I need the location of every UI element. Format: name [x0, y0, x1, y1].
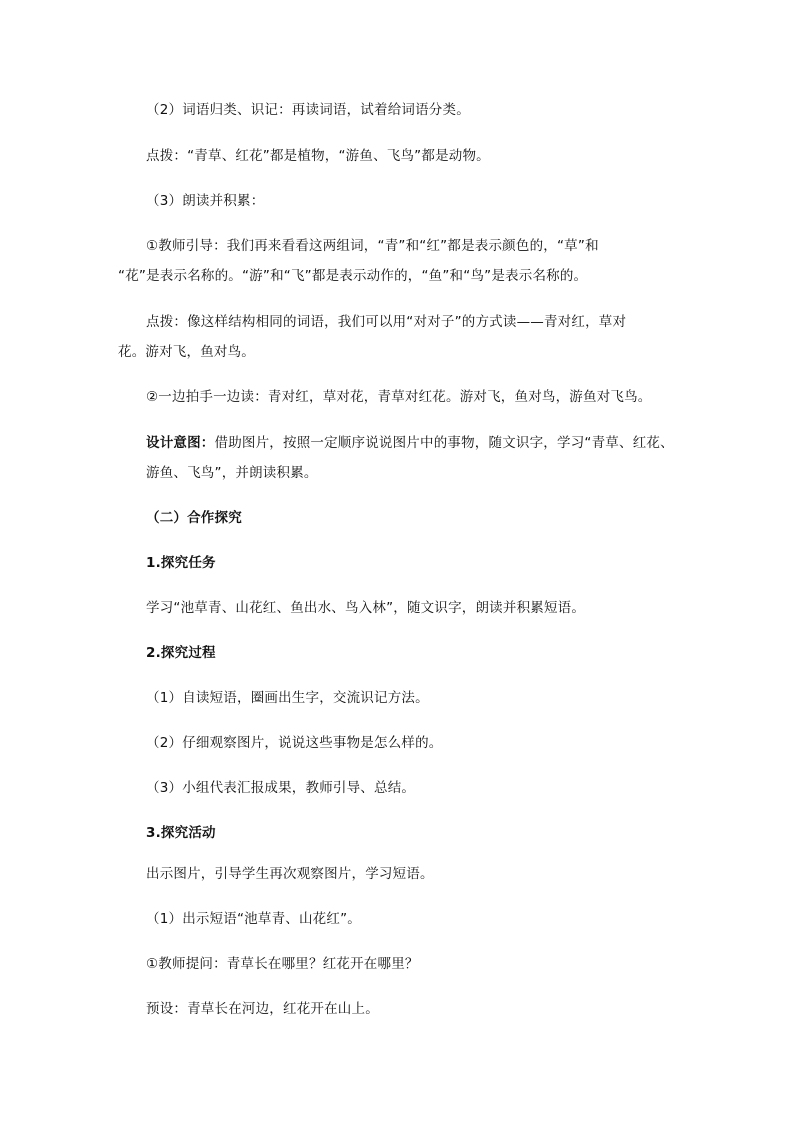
design-intent-label: 设计意图：: [146, 435, 215, 451]
text-line: 学习“池草青、山花红、鱼出水、鸟入林”，随文识字，朗读并积累短语。: [146, 600, 586, 616]
text-line: 游鱼、飞鸟”，并朗读积累。: [146, 465, 318, 481]
text-line: 点拨：“青草、红花”都是植物，“游鱼、飞鸟”都是动物。: [146, 148, 490, 164]
text-line: ②一边拍手一边读：青对红，草对花，青草对红花。游对飞，鱼对鸟，游鱼对飞鸟。: [146, 389, 652, 405]
text-line: （2）仔细观察图片，说说这些事物是怎么样的。: [146, 735, 443, 751]
text-line: 预设：青草长在河边，红花开在山上。: [146, 1001, 379, 1017]
design-intent-line: [146, 433, 674, 453]
text-line: “花”是表示名称的。“游”和“飞”都是表示动作的，“鱼”和“鸟”是表示名称的。: [118, 268, 588, 284]
section-heading: （二）合作探究: [146, 510, 242, 526]
subsection-heading: 2.探究过程: [146, 645, 216, 661]
text-line: 出示图片，引导学生再次观察图片，学习短语。: [146, 866, 434, 882]
text-line: （1）自读短语，圈画出生字，交流识记方法。: [146, 690, 429, 706]
text-line: 点拨：像这样结构相同的词语，我们可以用“对对子”的方式读——青对红，草对: [146, 314, 627, 330]
subsection-heading: 3.探究活动: [146, 825, 216, 841]
subsection-heading: 1.探究任务: [146, 555, 216, 571]
text-line: （1）出示短语“池草青、山花红”。: [146, 911, 361, 927]
text-line: ①教师提问：青草长在哪里？红花开在哪里？: [146, 956, 419, 972]
text-line: 花。游对飞，鱼对鸟。: [118, 344, 255, 360]
text-line: （3）朗读并积累：: [146, 193, 265, 209]
text-line: （2）词语归类、识记：再读词语，试着给词语分类。: [146, 102, 470, 118]
design-intent-text: 借助图片，按照一定顺序说说图片中的事物，随文识字，学习“青草、红花、: [214, 435, 674, 451]
text-line: ①教师引导：我们再来看看这两组词，“青”和“红”都是表示颜色的，“草”和: [146, 238, 599, 254]
text-line: （3）小组代表汇报成果，教师引导、总结。: [146, 780, 416, 796]
